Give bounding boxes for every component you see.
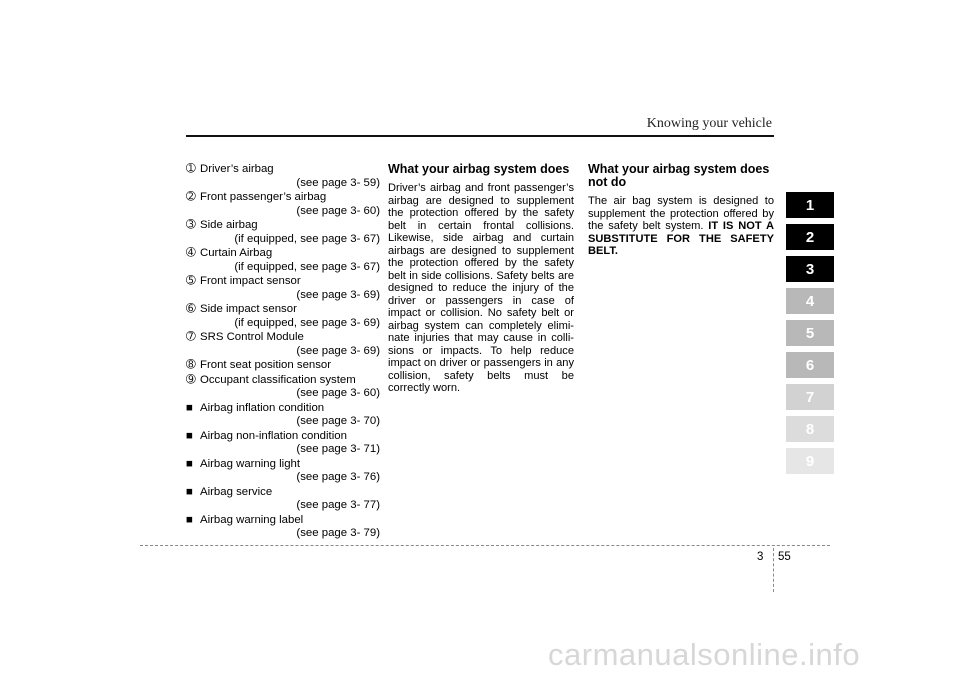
chapter-tabs [786,192,834,480]
list-item-label: Front passenger’s airbag [200,191,327,203]
list-item [186,402,382,429]
list-marker: ➄ [186,275,196,287]
list-item [186,331,382,358]
body-plain-text: The air bag system is designed to supplement the protection offered by the safety belt system. [588,195,774,232]
list-item-label: SRS Control Module [200,331,304,343]
list-item [186,486,382,513]
chapter-tab-9[interactable]: 9 [786,448,834,474]
list-item-label: Front impact sensor [200,275,301,287]
list-item-page-ref: (see page 3- 69) [296,288,380,301]
header-rule [186,135,774,137]
list-item-label: Airbag warning light [200,457,301,470]
list-marker: ➈ [186,373,196,386]
list-item-page-ref: (see page 3- 69) [296,344,380,357]
chapter-tab-5[interactable]: 5 [786,320,834,346]
chapter-tab-2[interactable]: 2 [786,224,834,250]
list-item-page-ref: (see page 3- 79) [296,527,380,539]
list-item-page-ref: (see page 3- 70) [296,415,380,427]
list-item-label: Airbag warning label [200,513,304,526]
section-what-it-does [388,163,574,395]
list-item-label: Driver’s airbag [200,163,274,175]
section-heading-does: What your airbag system does [388,162,570,176]
footer-page-number: 55 [778,551,791,563]
list-marker: ➃ [186,247,196,259]
list-item-label: Side impact sensor [200,303,297,315]
chapter-tab-7[interactable]: 7 [786,384,834,410]
list-item-label: Airbag service [200,485,273,498]
footer-chapter-number: 3 [757,551,764,563]
list-item-page-ref: (see page 3- 77) [296,499,380,511]
list-item-page-ref: (see page 3- 59) [296,176,380,189]
list-item [186,219,382,246]
watermark-text: carmanualsonline.info [548,637,861,672]
list-item [186,247,382,274]
list-item-label: Airbag non-inflation condition [200,429,347,442]
list-item-page-ref: (if equipped, see page 3- 67) [234,260,380,273]
list-item [186,430,382,457]
component-list [186,163,382,542]
list-marker: ➅ [186,303,196,315]
list-item [186,514,382,541]
section-heading-does-not: What your airbag system does not do [588,162,770,189]
list-marker: ➆ [186,331,196,343]
chapter-tab-4[interactable]: 4 [786,288,834,314]
section-body-does: Driver’s airbag and front passenger’s airbag are designed to supplement the protection offered by the safety belt in certain frontal collisions. Likewise, side airbag and curtain airbags are designed to supplement the protection offered by the safety belt in side collisions. Safety belts are designed to reduce the injury of the driver or passengers in case of impact or collision. No safety belt or airbag system can completely elimi-nate injuries that may cause in colli-sions or impacts. To help reduce impact on driver or passengers in any collision, safety belts must be correctly worn. [388,182,574,394]
list-marker: ■ [186,401,193,414]
chapter-tab-6[interactable]: 6 [786,352,834,378]
list-marker: ■ [186,485,193,498]
list-marker: ■ [186,513,193,526]
list-item [186,359,382,373]
chapter-tab-1[interactable]: 1 [786,192,834,218]
list-item-label: Occupant classification system [200,373,356,386]
list-marker: ■ [186,429,193,442]
body-bold-warning: IT IS NOT A SUBSTITUTE FOR THE SAFETY BELT. [588,220,775,257]
list-item [186,275,382,302]
list-item-page-ref: (see page 3- 60) [296,204,380,217]
footer-divider [773,548,774,592]
list-item [186,458,382,485]
list-item-label: Airbag inflation condition [200,401,325,414]
chapter-tab-8[interactable]: 8 [786,416,834,442]
section-what-it-does-not [588,163,774,258]
running-header-title: Knowing your vehicle [646,116,772,131]
list-item [186,163,382,190]
list-marker: ➀ [186,163,196,175]
list-item [186,374,382,401]
list-item-page-ref: (if equipped, see page 3- 69) [234,316,380,329]
list-item-page-ref: (see page 3- 60) [296,387,380,399]
list-item [186,191,382,218]
list-item-label: Side airbag [200,219,258,231]
list-item-label: Front seat position sensor [200,359,332,371]
list-item [186,303,382,330]
list-item-label: Curtain Airbag [200,247,273,259]
list-item-page-ref: (see page 3- 76) [296,471,380,483]
list-marker: ■ [186,457,193,470]
list-marker: ➂ [186,219,196,231]
list-marker: ➇ [186,359,196,371]
list-item-page-ref: (see page 3- 71) [296,443,380,455]
chapter-tab-3[interactable]: 3 [786,256,834,282]
list-marker: ➁ [186,191,196,203]
footer-rule [140,545,830,546]
list-item-page-ref: (if equipped, see page 3- 67) [234,232,380,245]
section-body-does-not [588,195,774,258]
